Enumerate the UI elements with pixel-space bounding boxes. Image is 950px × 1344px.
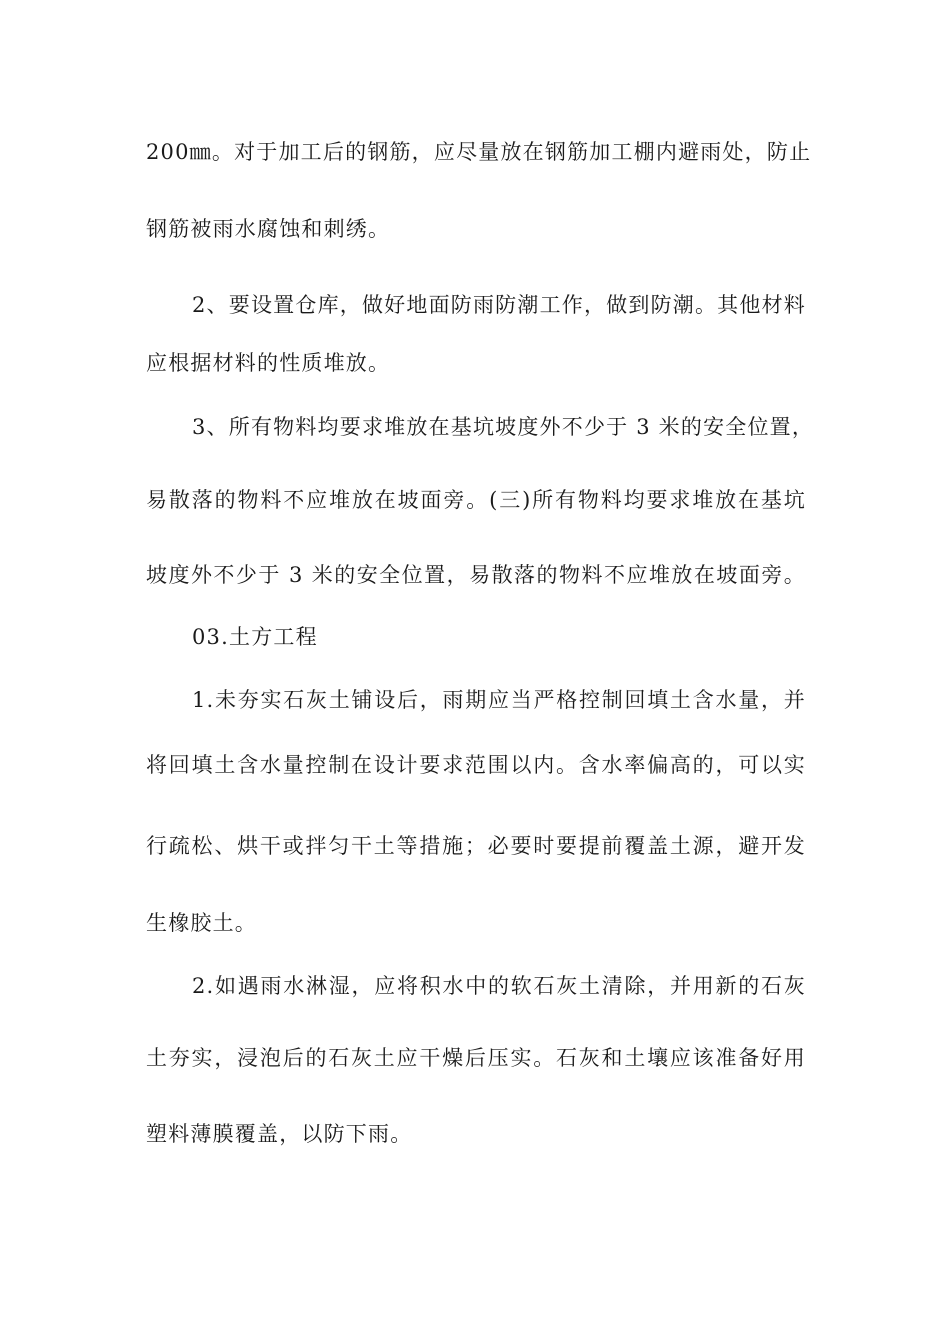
paragraph-line: 钢筋被雨水腐蚀和刺绣。: [146, 217, 391, 241]
paragraph-line: 3、所有物料均要求堆放在基坑坡度外不少于 3 米的安全位置，: [192, 415, 815, 439]
paragraph-line: 2、要设置仓库，做好地面防雨防潮工作，做到防潮。其他材料: [192, 293, 806, 317]
paragraph-line: 坡度外不少于 3 米的安全位置，易散落的物料不应堆放在坡面旁。: [146, 563, 806, 587]
paragraph-line: 200㎜。对于加工后的钢筋，应尽量放在钢筋加工棚内避雨处，防止: [146, 140, 812, 164]
paragraph-line: 行疏松、烘干或拌匀干土等措施；必要时要提前覆盖土源，避开发: [146, 834, 806, 858]
section-heading: 03.土方工程: [192, 625, 318, 649]
paragraph-line: 易散落的物料不应堆放在坡面旁。(三)所有物料均要求堆放在基坑: [146, 488, 806, 512]
paragraph-line: 将回填土含水量控制在设计要求范围以内。含水率偏高的，可以实: [146, 753, 806, 777]
paragraph-line: 土夯实，浸泡后的石灰土应干燥后压实。石灰和土壤应该准备好用: [146, 1046, 806, 1070]
paragraph-line: 应根据材料的性质堆放。: [146, 351, 391, 375]
paragraph-line: 塑料薄膜覆盖，以防下雨。: [146, 1122, 413, 1146]
paragraph-line: 1.未夯实石灰土铺设后，雨期应当严格控制回填土含水量，并: [192, 688, 806, 712]
paragraph-line: 生橡胶土。: [146, 911, 257, 935]
paragraph-line: 2.如遇雨水淋湿，应将积水中的软石灰土清除，并用新的石灰: [192, 974, 806, 998]
